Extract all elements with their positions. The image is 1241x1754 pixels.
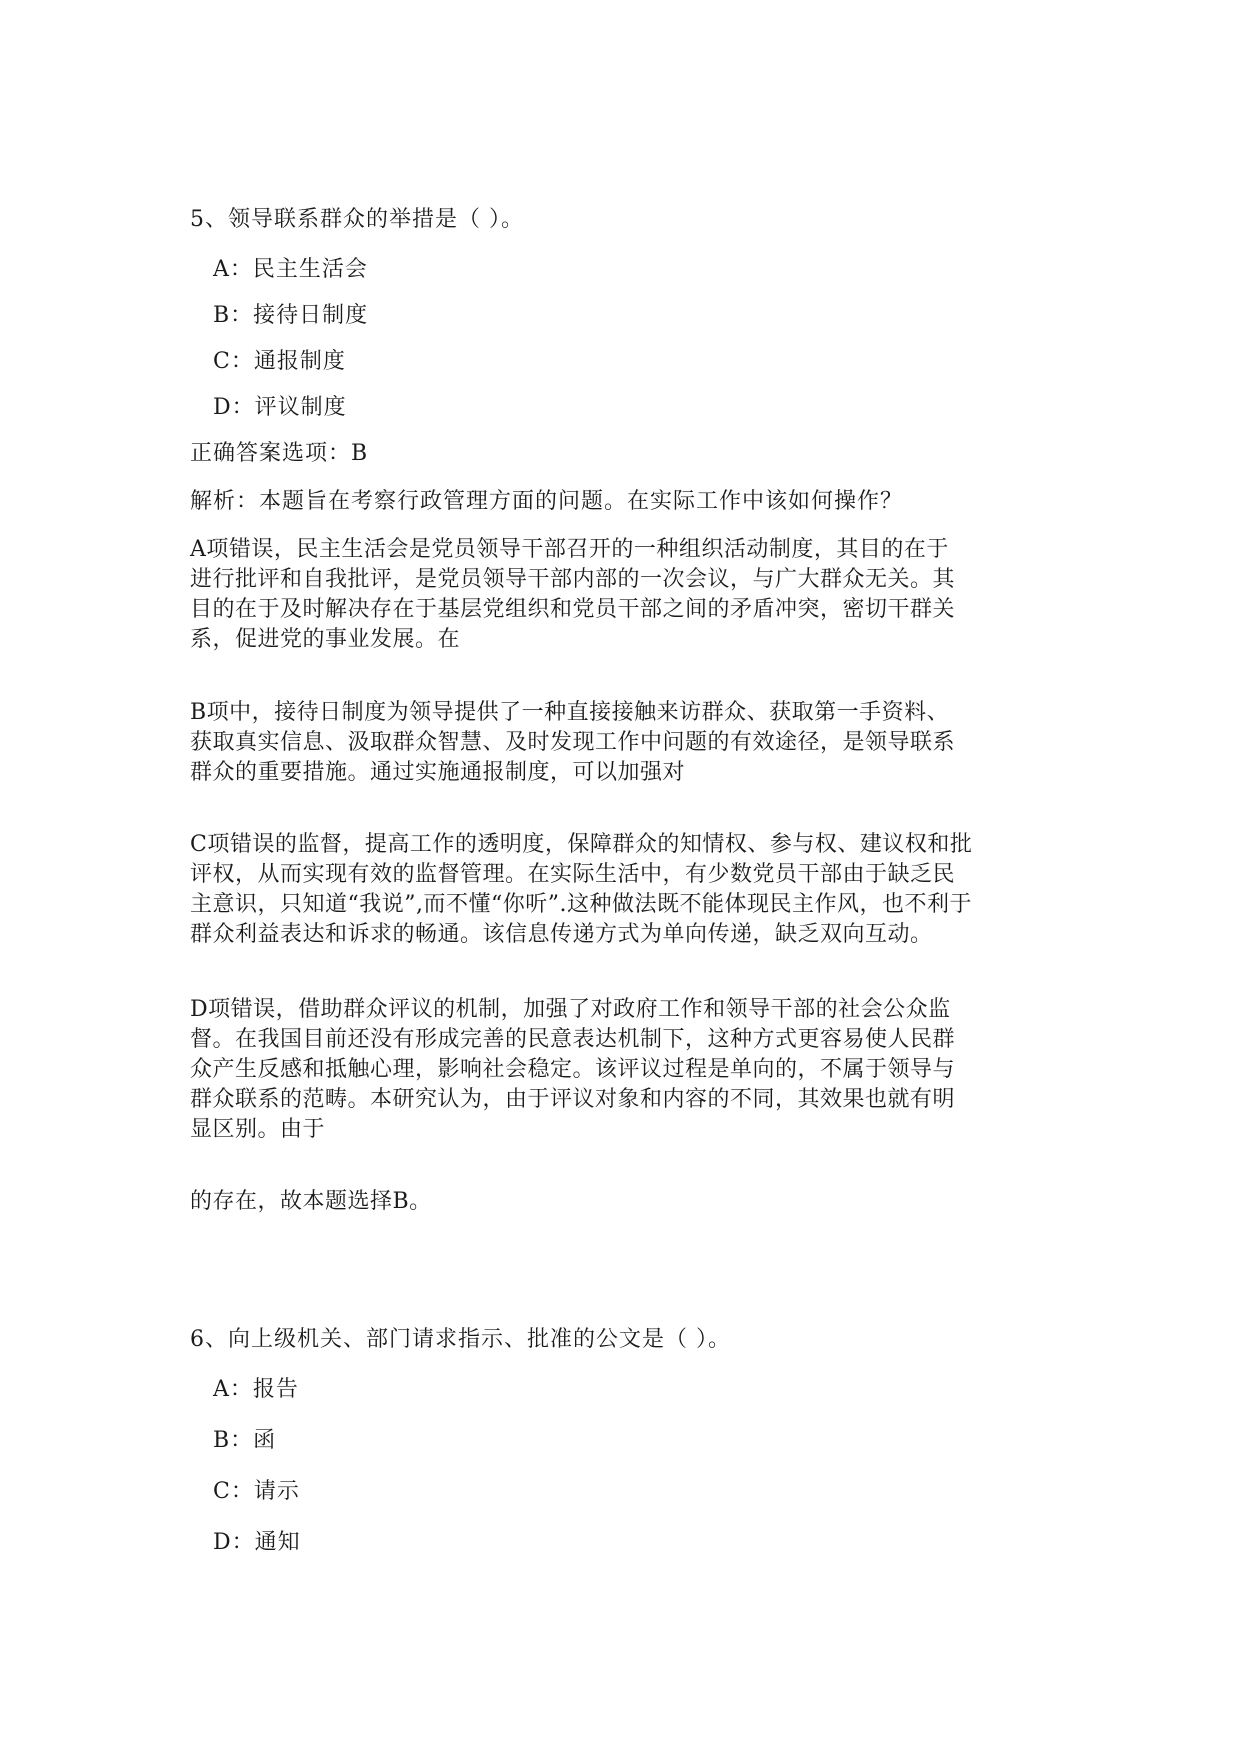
- question-5-answer: 正确答案选项：B: [190, 441, 369, 466]
- analysis-paragraph-b: B项中，接待日制度为领导提供了一种直接接触来访群众、获取第一手资料、 获取真实信息、汲取群众智慧、及时发现工作中问题的有效途径，是领导联系 群众的重要措施。通过实施通报制度，可以加强对: [190, 700, 956, 785]
- analysis-paragraph-a: A项错误，民主生活会是党员领导干部召开的一种组织活动制度，其目的在于 进行批评和自我批评，是党员领导干部内部的一次会议，与广大群众无关。其 目的在于及时解决存在于基层党组织和党员干部之间的矛盾冲突，密切干群关 系，促进党的事业发展。在: [190, 537, 956, 652]
- analysis-paragraph-c: C项错误的监督，提高工作的透明度，保障群众的知情权、参与权、建议权和批 评权，从而实现有效的监督管理。在实际生活中，有少数党员干部由于缺乏民 主意识，只知道“我说”,而不懂“你听”.这种做法既不能体现民主作风，也不利于 群众利益表达和诉求的畅通。该信息传递方式为单向传递，缺乏双向互动。: [190, 832, 973, 947]
- question-5-option-d: D：评议制度: [213, 395, 347, 420]
- analysis-paragraph-d: D项错误，借助群众评议的机制，加强了对政府工作和领导干部的社会公众监 督。在我国目前还没有形成完善的民意表达机制下，这种方式更容易使人民群 众产生反感和抵触心理，影响社会稳定。该评议过程是单向的，不属于领导与 群众联系的范畴。本研究认为，由于评议对象和内容的不同，其效果也就有明 显区别。由于: [190, 997, 956, 1142]
- question-6-option-a: A：报告: [213, 1377, 299, 1402]
- question-5-option-b: B：接待日制度: [213, 303, 369, 328]
- question-6-option-c: C：请示: [213, 1479, 300, 1504]
- question-6-option-b: B：函: [213, 1428, 277, 1453]
- question-5-analysis-intro: 解析：本题旨在考察行政管理方面的问题。在实际工作中该如何操作？: [190, 489, 904, 514]
- question-5-title: 5、领导联系群众的举措是（ ）。: [190, 207, 524, 232]
- question-6-option-d: D：通知: [213, 1530, 301, 1555]
- analysis-conclusion: 的存在，故本题选择B。: [190, 1189, 432, 1214]
- question-6-title: 6、向上级机关、部门请求指示、批准的公文是（ ）。: [190, 1327, 731, 1352]
- question-5-option-c: C：通报制度: [213, 349, 346, 374]
- question-5-option-a: A：民主生活会: [213, 257, 368, 282]
